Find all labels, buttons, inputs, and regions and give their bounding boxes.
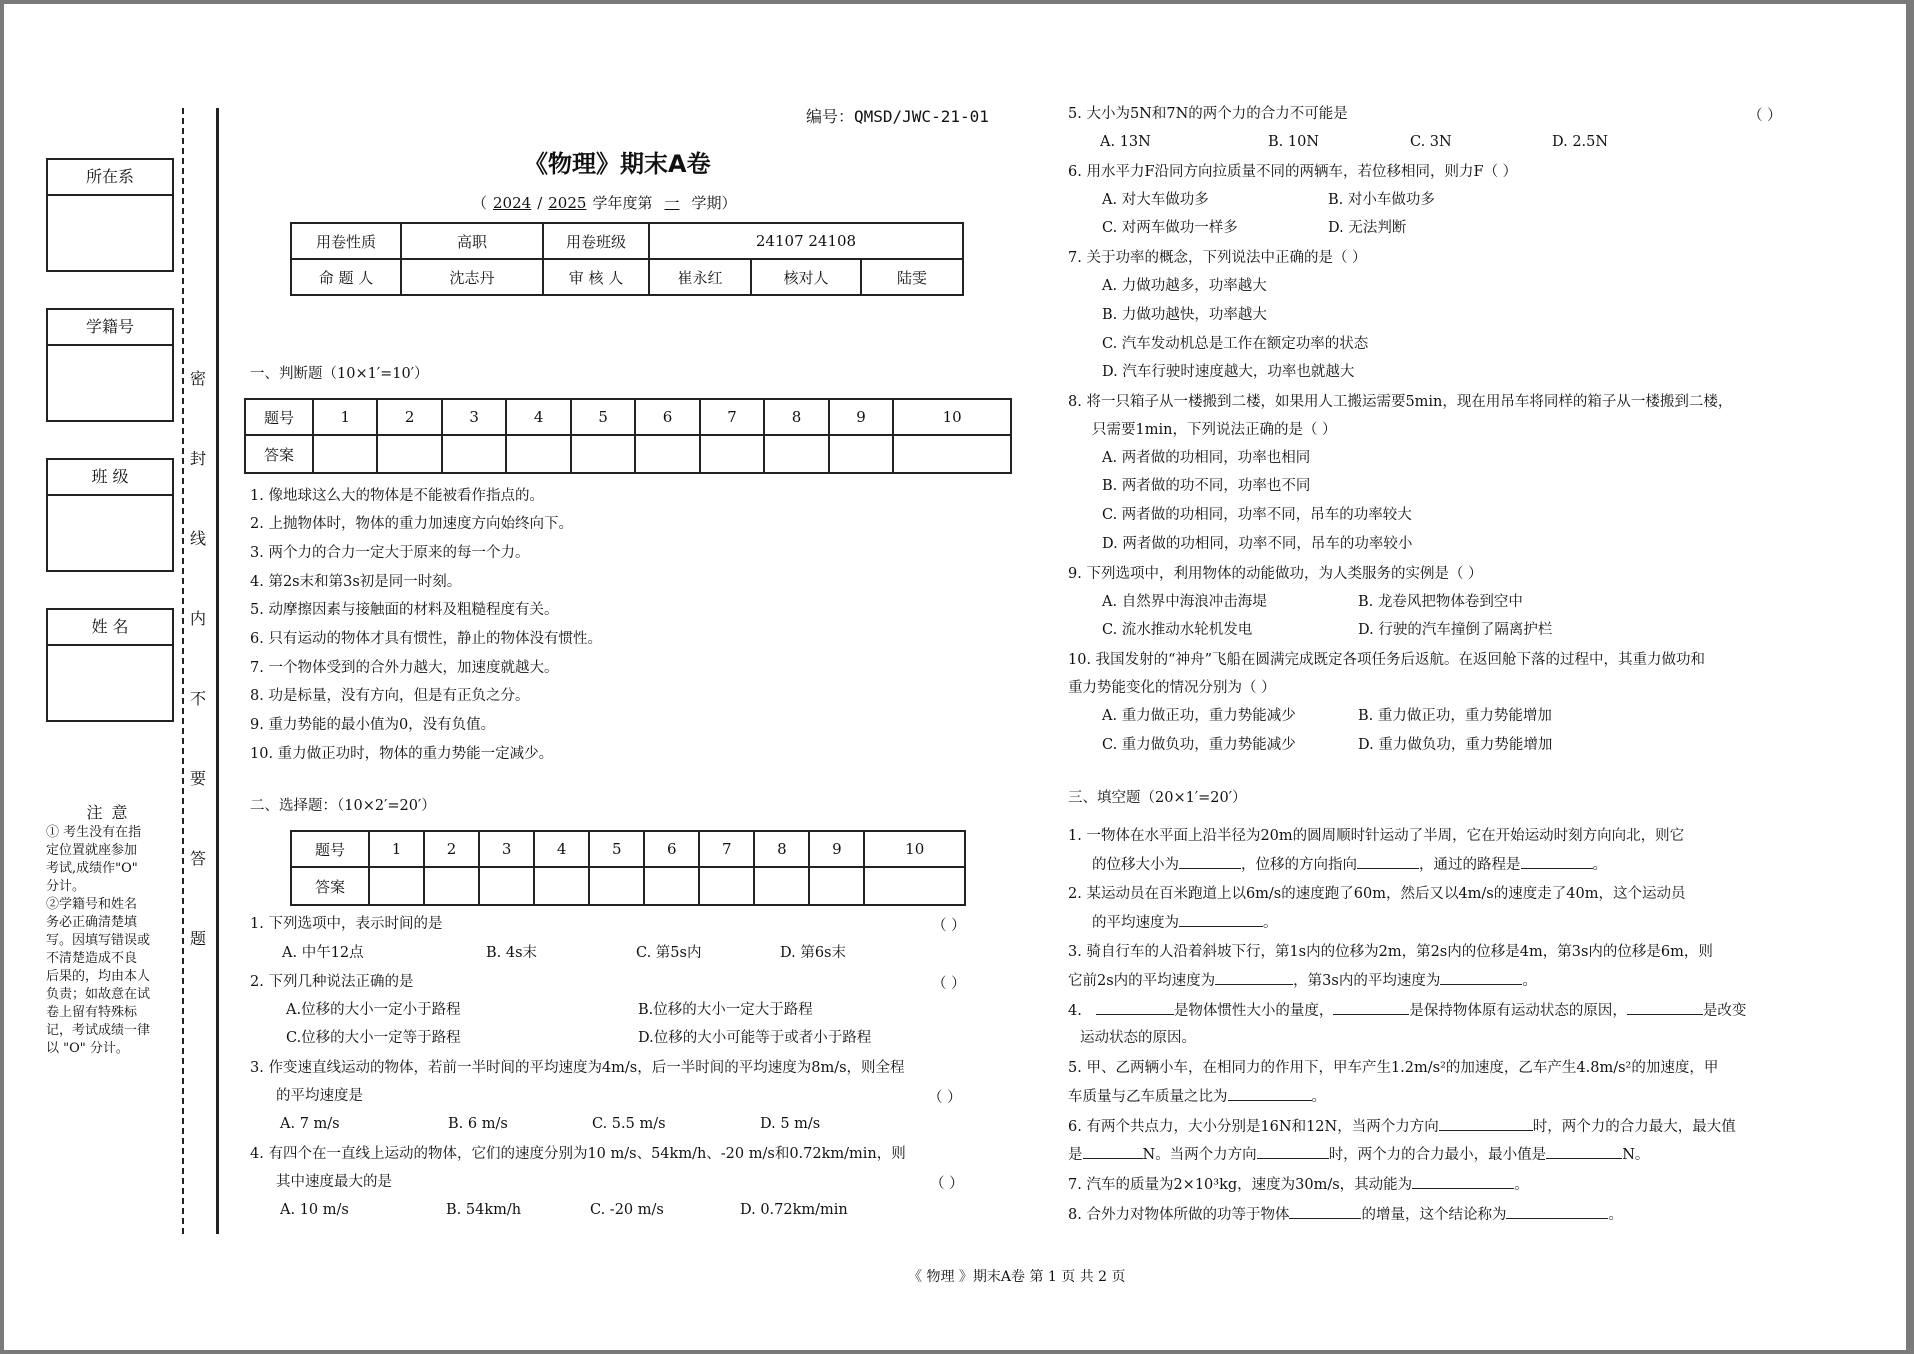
choice-option: A.位移的大小一定小于路程 <box>286 1002 461 1018</box>
notice-title: 注 意 <box>86 803 130 822</box>
judge-item: 4. 第2s末和第3s初是同一时刻。 <box>250 574 462 590</box>
answer-cell[interactable] <box>635 435 699 473</box>
info-cell: 用卷性质 <box>291 223 401 259</box>
fill-line: 1. 一物体在水平面上沿半径为20m的圆周顺时针运动了半周，它在开始运动时刻方向向北，则它 <box>1068 828 1685 844</box>
section1-answer-grid <box>244 398 1012 474</box>
answer-cell[interactable] <box>589 867 644 905</box>
choice-option: A. 中午12点 <box>282 945 364 961</box>
fill-line: 5. 甲、乙两辆小车，在相同力的作用下，甲车产生1.2m/s²的加速度，乙车产生4.8m/s²的加速度，甲 <box>1068 1060 1719 1076</box>
info-cell: 崔永红 <box>649 259 751 295</box>
choice-option: D. 重力做负功，重力势能增加 <box>1358 737 1553 753</box>
fill-text: N。 <box>1622 1147 1650 1163</box>
fill-line <box>1068 970 1537 991</box>
grid-num: 4 <box>506 399 570 435</box>
grid-num: 8 <box>764 399 828 435</box>
answer-cell[interactable] <box>864 867 965 905</box>
fill-text: ，第3s内的平均速度为 <box>1293 973 1441 989</box>
choice-option: D. 2.5N <box>1552 134 1609 150</box>
info-cell: 沈志丹 <box>401 259 543 295</box>
choice-option: C. 3N <box>1410 134 1452 150</box>
grid-num: 9 <box>809 831 864 867</box>
fill-text: 是改变 <box>1702 1003 1747 1019</box>
fill-blank[interactable] <box>1228 1086 1312 1101</box>
fill-blank[interactable] <box>1357 854 1419 869</box>
choice-option: A. 重力做正功，重力势能减少 <box>1102 708 1296 724</box>
fill-line: 运动状态的原因。 <box>1080 1030 1196 1046</box>
answer-cell[interactable] <box>644 867 699 905</box>
grid-answer-label: 答案 <box>291 867 369 905</box>
section2-answer-grid <box>290 830 966 906</box>
fill-text: ，位移的方向指向 <box>1241 857 1357 873</box>
choice-option: B. 6 m/s <box>448 1116 508 1132</box>
info-cell: 用卷班级 <box>543 223 649 259</box>
choice-stem: 7. 关于功率的概念，下列说法中正确的是（ ） <box>1068 250 1367 266</box>
fill-blank[interactable] <box>1521 854 1593 869</box>
choice-option: B.位移的大小一定大于路程 <box>638 1002 813 1018</box>
term-suffix: 学期） <box>691 194 737 212</box>
fill-blank[interactable] <box>1083 1144 1143 1159</box>
choice-option: C. 两者做的功相同，功率不同，吊车的功率较大 <box>1102 507 1412 523</box>
grid-num: 7 <box>700 399 764 435</box>
exam-title: 《物理》期末A卷 <box>524 150 711 178</box>
term-line <box>472 192 737 213</box>
notice-line: 负责；如故意在试 <box>46 987 151 1002</box>
fill-blank[interactable] <box>1257 1144 1329 1159</box>
seal-char: 封 <box>190 449 207 468</box>
answer-cell[interactable] <box>700 435 764 473</box>
answer-cell[interactable] <box>571 435 635 473</box>
fill-line <box>1068 1144 1649 1165</box>
fill-text: 时，两个力的合力最大，最大值 <box>1532 1119 1736 1135</box>
answer-cell[interactable] <box>479 867 534 905</box>
seal-char: 线 <box>190 529 207 548</box>
answer-cell[interactable] <box>377 435 441 473</box>
term-mid: 学年度第 <box>592 194 653 212</box>
answer-cell[interactable] <box>313 435 377 473</box>
fill-line <box>1068 1116 1736 1137</box>
choice-option: D. 汽车行驶时速度越大，功率也就越大 <box>1102 364 1355 380</box>
grid-num: 5 <box>571 399 635 435</box>
side-field-class <box>46 458 174 572</box>
choice-option: A. 13N <box>1100 134 1151 150</box>
choice-option: A. 对大车做功多 <box>1102 192 1209 208</box>
side-field-student-id <box>46 308 174 422</box>
choice-option: A. 自然界中海浪冲击海堤 <box>1102 594 1267 610</box>
notice-line: ① 考生没有在指 <box>46 825 142 840</box>
fill-text: 。 <box>1514 1177 1529 1193</box>
grid-num: 2 <box>424 831 479 867</box>
choice-option: B. 龙卷风把物体卷到空中 <box>1358 594 1523 610</box>
choice-stem: 其中速度最大的是 <box>276 1174 392 1190</box>
fill-text: 的平均速度为 <box>1092 915 1179 931</box>
choice-stem: 8. 将一只箱子从一楼搬到二楼，如果用人工搬运需要5min，现在用吊车将同样的箱子从一楼搬到二楼， <box>1068 394 1733 410</box>
fill-text: 的增量，这个结论称为 <box>1361 1207 1507 1223</box>
doc-code: 编号：QMSD/JWC-21-01 <box>806 107 989 126</box>
grid-num: 7 <box>699 831 754 867</box>
fill-blank[interactable] <box>1546 1144 1622 1159</box>
grid-num: 5 <box>589 831 644 867</box>
choice-option: C. 重力做负功，重力势能减少 <box>1102 737 1296 753</box>
choice-option: A. 力做功越多，功率越大 <box>1102 278 1267 294</box>
choice-option: A. 10 m/s <box>280 1202 349 1218</box>
side-field-label: 班 级 <box>48 460 172 496</box>
choice-option: A. 两者做的功相同，功率也相同 <box>1102 450 1311 466</box>
fill-blank[interactable] <box>1627 1000 1703 1015</box>
fill-line: 2. 某运动员在百米跑道上以6m/s的速度跑了60m，然后又以4m/s的速度走了40m，这个运动员 <box>1068 886 1686 902</box>
grid-num: 10 <box>893 399 1011 435</box>
choice-option: D. 两者做的功相同，功率不同，吊车的功率较小 <box>1102 536 1413 552</box>
notice-line: 分计。 <box>46 879 86 894</box>
fill-blank[interactable] <box>1179 854 1241 869</box>
choice-stem: 重力势能变化的情况分别为（ ） <box>1068 680 1276 696</box>
fill-blank[interactable] <box>1289 1204 1361 1219</box>
fill-text: N。当两个力方向 <box>1142 1147 1257 1163</box>
choice-option: B. 力做功越快，功率越大 <box>1102 307 1267 323</box>
answer-paren: （ ） <box>932 976 966 992</box>
answer-cell[interactable] <box>534 867 589 905</box>
info-table <box>290 222 964 296</box>
notice-line: 后果的，均由本人 <box>46 969 151 984</box>
judge-item: 6. 只有运动的物体才具有惯性，静止的物体没有惯性。 <box>250 631 602 647</box>
choice-option: C. 流水推动水轮机发电 <box>1102 622 1253 638</box>
seal-char: 答 <box>190 849 207 868</box>
side-field-label: 姓 名 <box>48 610 172 646</box>
exam-page <box>4 4 1906 1350</box>
fill-blank[interactable] <box>1506 1204 1608 1219</box>
fill-text: 。 <box>1522 973 1537 989</box>
seal-char: 不 <box>190 689 207 708</box>
judge-item: 10. 重力做正功时，物体的重力势能一定减少。 <box>250 746 554 762</box>
choice-option: D. 无法判断 <box>1328 220 1407 236</box>
judge-item: 3. 两个力的合力一定大于原来的每一个力。 <box>250 545 530 561</box>
section2-title: 二、选择题：（10×2′=20′） <box>250 798 436 814</box>
choice-option: B. 对小车做功多 <box>1328 192 1435 208</box>
fill-line <box>1068 1174 1529 1195</box>
judge-item: 2. 上抛物体时，物体的重力加速度方向始终向下。 <box>250 516 573 532</box>
choice-stem: 3. 作变速直线运动的物体，若前一半时间的平均速度为4m/s，后一半时间的平均速度为8m/s，则全程 <box>250 1060 905 1076</box>
notice-line: 考试,成绩作"O" <box>46 861 138 876</box>
judge-item: 5. 动摩擦因素与接触面的材料及粗糙程度有关。 <box>250 602 559 618</box>
term-num: 一 <box>664 194 680 212</box>
notice-line: 不清楚造成不良 <box>46 951 138 966</box>
seal-solid-line <box>216 108 219 1234</box>
info-cell: 命 题 人 <box>291 259 401 295</box>
fill-text: 。 <box>1263 915 1278 931</box>
answer-cell[interactable] <box>809 867 864 905</box>
fill-line <box>1092 912 1278 933</box>
choice-stem: 5. 大小为5N和7N的两个力的合力不可能是 <box>1068 106 1348 122</box>
grid-num: 1 <box>369 831 424 867</box>
fill-text: 。 <box>1592 857 1607 873</box>
grid-num: 9 <box>829 399 893 435</box>
fill-text: 它前2s内的平均速度为 <box>1068 973 1216 989</box>
grid-num: 6 <box>635 399 699 435</box>
fill-text: 4. <box>1068 1003 1082 1019</box>
answer-paren: （ ） <box>928 1090 962 1106</box>
answer-cell[interactable] <box>764 435 828 473</box>
term-slash: / <box>537 194 543 212</box>
fill-text: 是 <box>1068 1147 1083 1163</box>
choice-stem: 4. 有四个在一直线上运动的物体，它们的速度分别为10 m/s、54km/h、-20 m/s和0.72km/min，则 <box>250 1146 906 1162</box>
fill-text: 。 <box>1608 1207 1623 1223</box>
grid-num: 8 <box>754 831 809 867</box>
fill-blank[interactable] <box>1440 970 1522 985</box>
fill-text: 是物体惯性大小的量度， <box>1173 1003 1334 1019</box>
info-cell: 陆雯 <box>861 259 963 295</box>
side-field-department <box>46 158 174 272</box>
fill-text: 7. 汽车的质量为2×10³kg，速度为30m/s，其动能为 <box>1068 1177 1413 1193</box>
grid-num: 3 <box>479 831 534 867</box>
fill-text: 的位移大小为 <box>1092 857 1179 873</box>
judge-item: 8. 功是标量，没有方向，但是有正负之分。 <box>250 688 530 704</box>
term-year1: 2024 <box>493 194 532 212</box>
choice-option: B. 两者做的功不同，功率也不同 <box>1102 478 1311 494</box>
fill-line: 3. 骑自行车的人沿着斜坡下行，第1s内的位移为2m，第2s内的位移是4m，第3s内的位移是6m，则 <box>1068 944 1713 960</box>
choice-option: B. 重力做正功，重力势能增加 <box>1358 708 1552 724</box>
notice-line: 卷上留有特殊标 <box>46 1005 138 1020</box>
page-footer: 《 物理 》期末A卷 第 1 页 共 2 页 <box>908 1269 1126 1285</box>
choice-option: C. -20 m/s <box>590 1202 664 1218</box>
notice-block <box>46 804 170 1058</box>
fill-blank[interactable] <box>1333 1000 1409 1015</box>
notice-line: 定位置就座参加 <box>46 843 138 858</box>
grid-num: 6 <box>644 831 699 867</box>
answer-paren: （ ） <box>930 1176 964 1192</box>
seal-dashed-line <box>182 108 184 1234</box>
answer-cell[interactable] <box>506 435 570 473</box>
side-field-label: 学籍号 <box>48 310 172 346</box>
answer-paren: （ ） <box>932 918 966 934</box>
fill-line <box>1068 1000 1746 1021</box>
choice-option: C. 第5s内 <box>636 945 702 961</box>
grid-answer-label: 答案 <box>245 435 313 473</box>
fill-line <box>1068 1086 1326 1107</box>
choice-option: D. 第6s末 <box>780 945 846 961</box>
answer-cell[interactable] <box>699 867 754 905</box>
judge-item: 9. 重力势能的最小值为0，没有负值。 <box>250 717 496 733</box>
info-cell: 核对人 <box>751 259 861 295</box>
seal-char: 内 <box>190 609 207 628</box>
choice-stem: 的平均速度是 <box>276 1088 363 1104</box>
answer-cell[interactable] <box>829 435 893 473</box>
answer-cell[interactable] <box>754 867 809 905</box>
answer-cell[interactable] <box>893 435 1011 473</box>
info-cell: 24107 24108 <box>649 223 963 259</box>
choice-option: B. 10N <box>1268 134 1320 150</box>
grid-head: 题号 <box>291 831 369 867</box>
notice-line: 写。因填写错误或 <box>46 933 151 948</box>
fill-text: 时，两个力的合力最小，最小值是 <box>1328 1147 1547 1163</box>
fill-text: ，通过的路程是 <box>1419 857 1521 873</box>
fill-blank[interactable] <box>1096 1000 1174 1015</box>
choice-stem: 9. 下列选项中，利用物体的动能做功，为人类服务的实例是（ ） <box>1068 566 1483 582</box>
choice-option: A. 7 m/s <box>280 1116 340 1132</box>
judge-item: 7. 一个物体受到的合外力越大，加速度就越大。 <box>250 660 559 676</box>
choice-stem: 10. 我国发射的“神舟”飞船在圆满完成既定各项任务后返航。在返回舱下落的过程中，其重力做功和 <box>1068 652 1705 668</box>
fill-blank[interactable] <box>1179 912 1263 927</box>
choice-option: B. 54km/h <box>446 1202 522 1218</box>
grid-head: 题号 <box>245 399 313 435</box>
answer-cell[interactable] <box>424 867 479 905</box>
choice-option: C. 5.5 m/s <box>592 1116 666 1132</box>
answer-cell[interactable] <box>442 435 506 473</box>
side-field-name <box>46 608 174 722</box>
answer-cell[interactable] <box>369 867 424 905</box>
fill-text: 是保持物体原有运动状态的原因， <box>1409 1003 1627 1019</box>
info-cell: 审 核 人 <box>543 259 649 295</box>
choice-option: D.位移的大小可能等于或者小于路程 <box>638 1030 872 1046</box>
notice-line: 以 "O" 分计。 <box>46 1041 129 1056</box>
grid-num: 4 <box>534 831 589 867</box>
seal-char: 要 <box>190 769 207 788</box>
choice-option: B. 4s末 <box>486 945 538 961</box>
fill-text: 8. 合外力对物体所做的功等于物体 <box>1068 1207 1290 1223</box>
choice-stem: 6. 用水平力F沿同方向拉质量不同的两辆车，若位移相同，则力F（ ） <box>1068 164 1518 180</box>
notice-line: 务必正确清楚填 <box>46 915 138 930</box>
grid-num: 1 <box>313 399 377 435</box>
term-year2: 2025 <box>548 194 587 212</box>
choice-option: D. 行驶的汽车撞倒了隔离护栏 <box>1358 622 1553 638</box>
grid-num: 3 <box>442 399 506 435</box>
choice-option: C.位移的大小一定等于路程 <box>286 1030 461 1046</box>
fill-blank[interactable] <box>1215 970 1293 985</box>
fill-line <box>1068 1204 1623 1225</box>
fill-blank[interactable] <box>1412 1174 1514 1189</box>
section1-title: 一、判断题（10×1′=10′） <box>250 366 429 382</box>
fill-text: 6. 有两个共点力，大小分别是16N和12N，当两个力方向 <box>1068 1119 1439 1135</box>
answer-paren: （ ） <box>1748 108 1782 124</box>
grid-num: 10 <box>864 831 965 867</box>
fill-text: 车质量与乙车质量之比为 <box>1068 1089 1228 1105</box>
choice-option: D. 0.72km/min <box>740 1202 848 1218</box>
choice-stem: 2. 下列几种说法正确的是 <box>250 974 414 990</box>
fill-text: 。 <box>1311 1089 1326 1105</box>
section3-title: 三、填空题（20×1′=20′） <box>1068 790 1247 806</box>
choice-option: C. 汽车发动机总是工作在额定功率的状态 <box>1102 336 1369 352</box>
info-cell: 高职 <box>401 223 543 259</box>
judge-item: 1. 像地球这么大的物体是不能被看作指点的。 <box>250 488 544 504</box>
grid-num: 2 <box>377 399 441 435</box>
fill-line <box>1092 854 1607 875</box>
choice-option: D. 5 m/s <box>760 1116 821 1132</box>
choice-option: C. 对两车做功一样多 <box>1102 220 1238 236</box>
side-field-label: 所在系 <box>48 160 172 196</box>
fill-blank[interactable] <box>1439 1116 1533 1131</box>
seal-char: 题 <box>190 929 207 948</box>
term-prefix: （ <box>472 194 488 212</box>
seal-char: 密 <box>190 369 207 388</box>
notice-line: 记，考试成绩一律 <box>46 1023 151 1038</box>
notice-line: ②学籍号和姓名 <box>46 897 138 912</box>
choice-stem: 1. 下列选项中，表示时间的是 <box>250 916 443 932</box>
choice-stem: 只需要1min，下列说法正确的是（ ） <box>1092 422 1337 438</box>
